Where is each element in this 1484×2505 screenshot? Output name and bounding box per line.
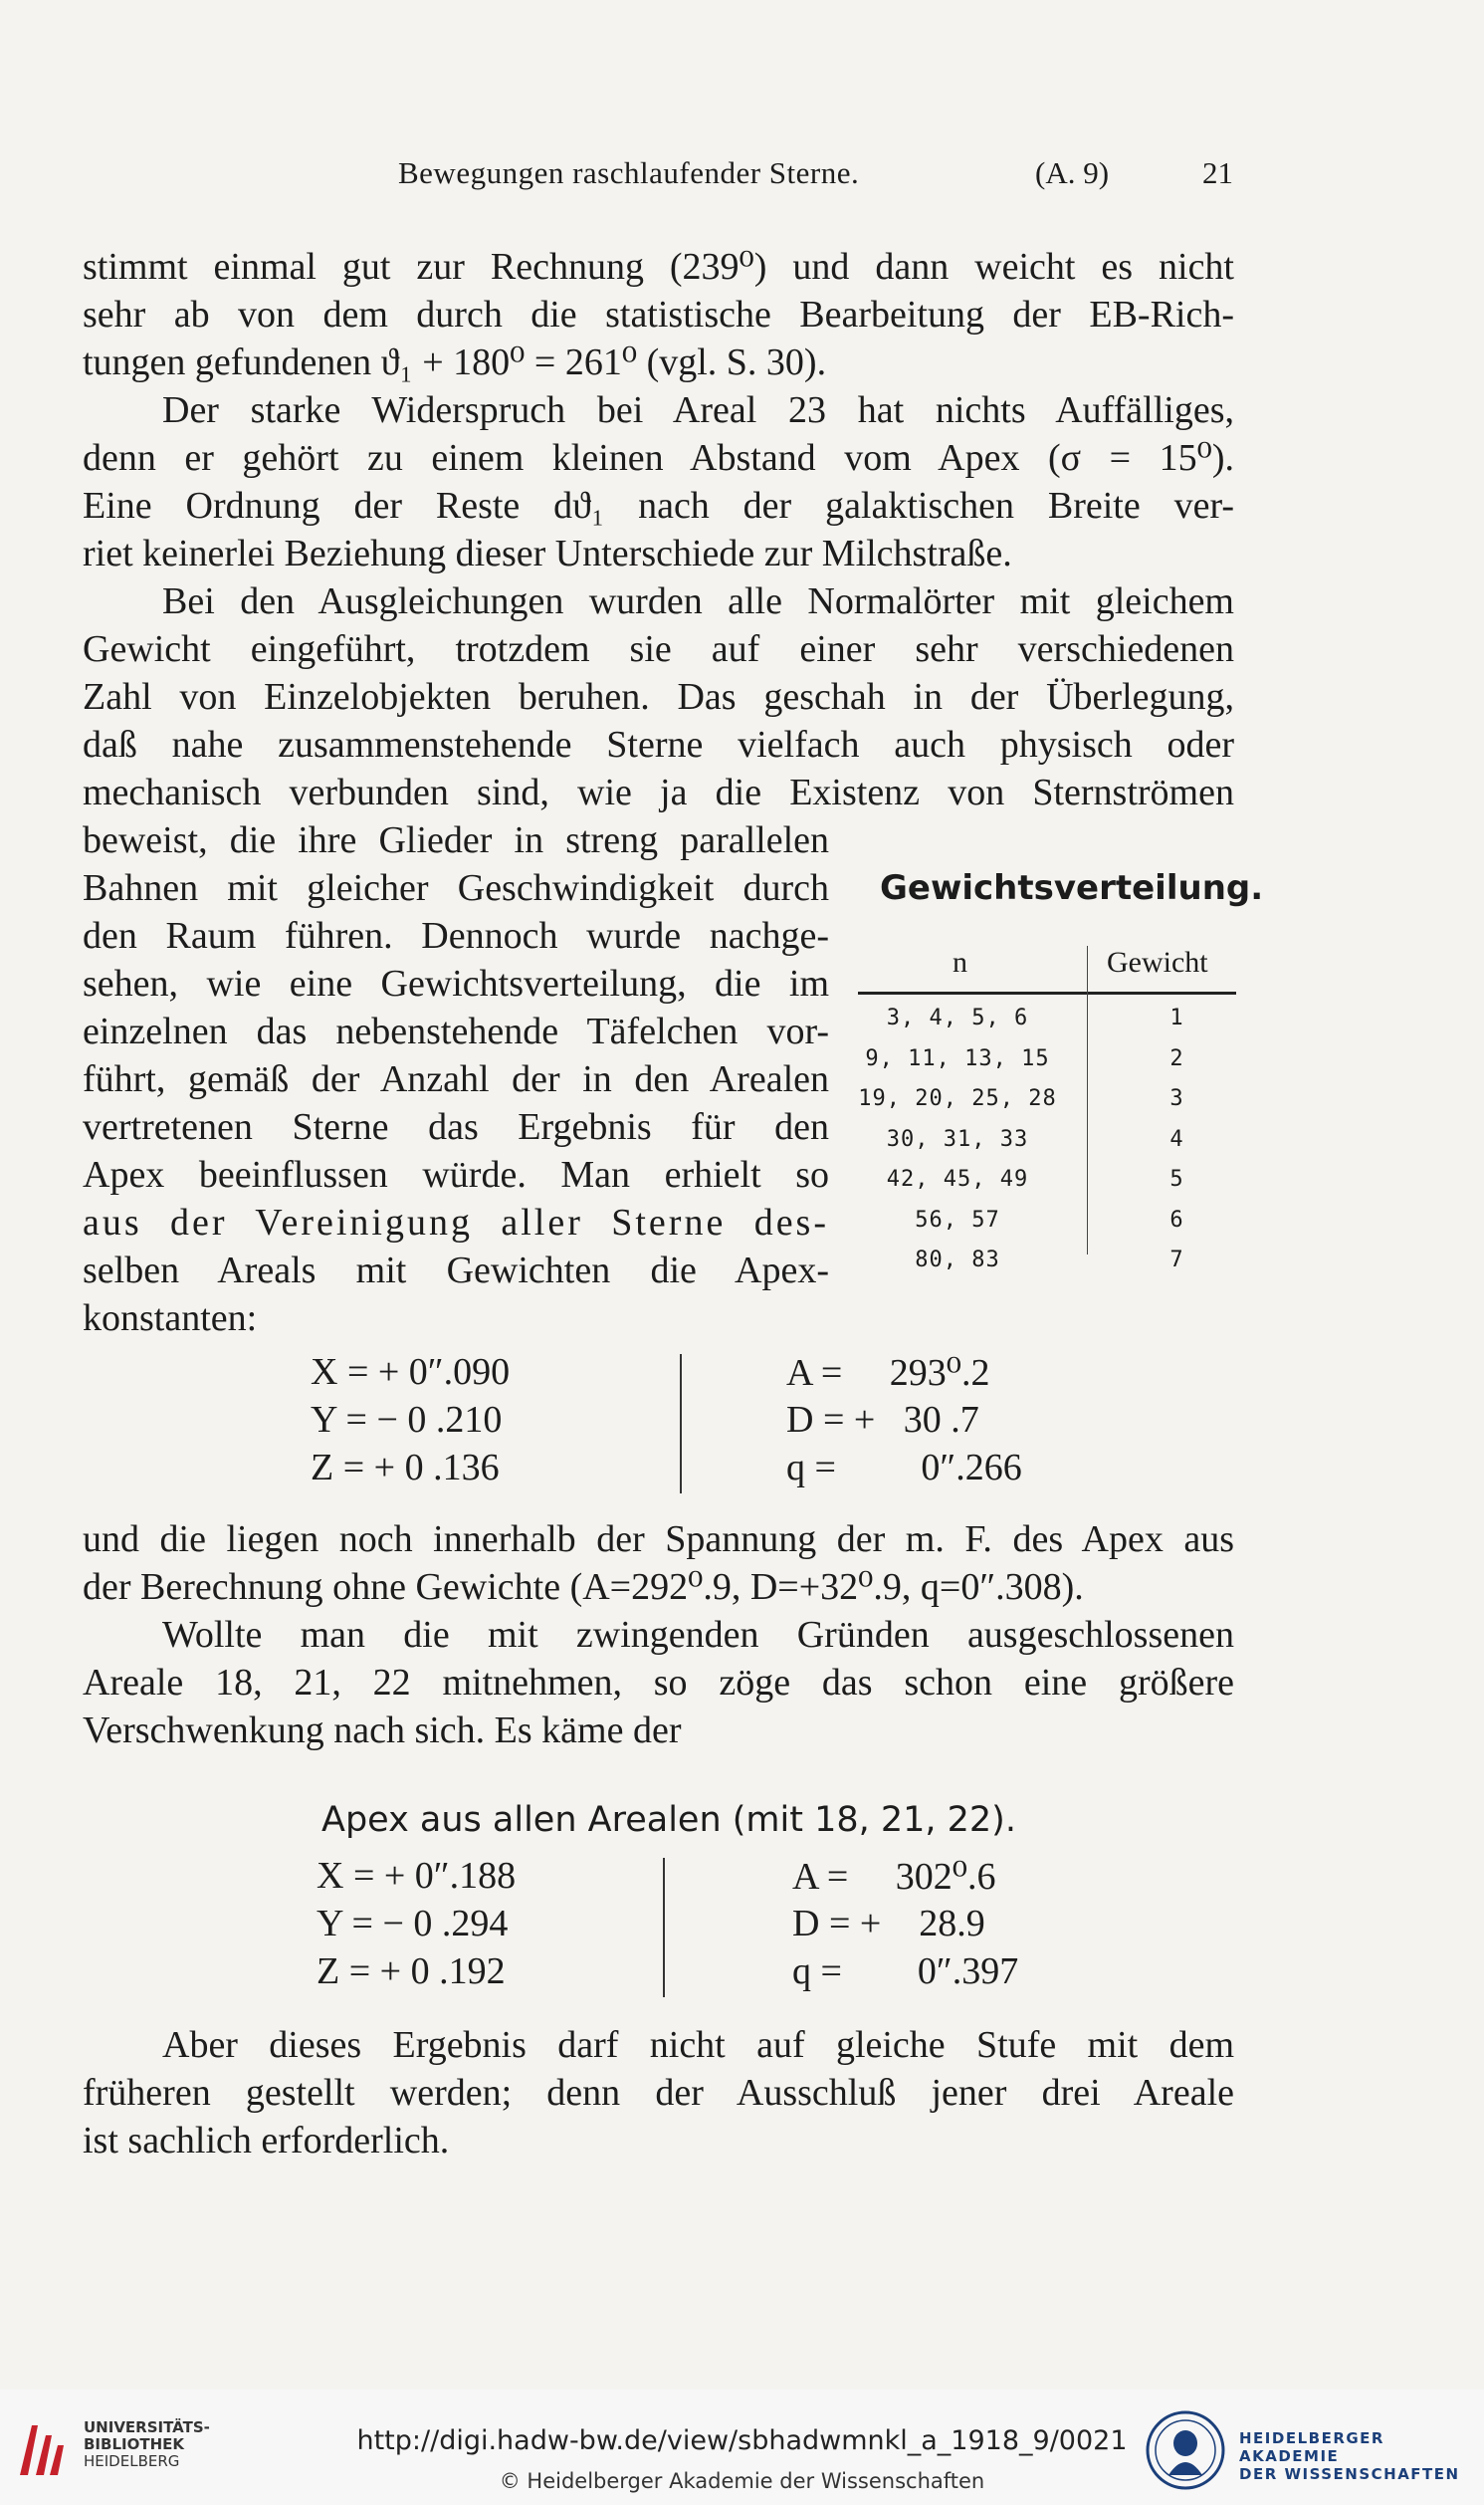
text-line: sehr ab von dem durch die statistische Bearbeitung der EB-Rich- xyxy=(83,294,1234,336)
constant-x: X = + 0″.090 xyxy=(311,1351,511,1393)
page-number: 21 xyxy=(1202,155,1233,190)
text-line: und die liegen noch innerhalb der Spannung der m. F. des Apex aus xyxy=(83,1518,1234,1560)
paragraph-5 xyxy=(83,1611,1234,1754)
table-row xyxy=(858,1119,1236,1160)
academy-name xyxy=(1239,2429,1484,2483)
table-row xyxy=(858,1159,1236,1200)
cell-weight: 4 xyxy=(1169,1126,1183,1152)
academy-line: DER WISSENSCHAFTEN xyxy=(1239,2465,1460,2483)
running-header xyxy=(0,149,1484,199)
constant-z: Z = + 0 .136 xyxy=(311,1447,500,1488)
col-header-n: n xyxy=(953,946,967,979)
text-line: Wollte man die mit zwingenden Gründen ausgeschlossenen xyxy=(162,1614,1234,1656)
cell-weight: 6 xyxy=(1169,1207,1183,1233)
table-row xyxy=(858,998,1236,1038)
apex-d: D = + 28.9 xyxy=(792,1903,985,1944)
apex-a: A = 293⁰.2 xyxy=(786,1352,990,1394)
text-line: Bahnen mit gleicher Geschwindigkeit durch xyxy=(83,867,829,909)
cell-n: 42, 45, 49 xyxy=(886,1167,1029,1192)
weights-table-title: Gewichtsverteilung. xyxy=(880,868,1264,908)
text-line: Gewicht eingeführt, trotzdem sie auf einer sehr verschiedenen xyxy=(83,628,1234,670)
table-row xyxy=(858,1038,1236,1079)
constants-divider xyxy=(663,1858,665,1997)
cell-n: 9, 11, 13, 15 xyxy=(865,1045,1050,1071)
text-line: vertretenen Sterne das Ergebnis für den xyxy=(83,1106,829,1148)
text-line: daß nahe zusammenstehende Sterne vielfach auch physisch oder xyxy=(83,724,1234,766)
text-line: riet keinerlei Beziehung dieser Unterschiede zur Milchstraße. xyxy=(83,533,1012,574)
paragraph-3 xyxy=(83,577,1234,816)
text-line: der Berechnung ohne Gewichte (A=292⁰.9, D=+32⁰.9, q=0″.308). xyxy=(83,1566,1084,1608)
text-line: sehen, wie eine Gewichtsverteilung, die im xyxy=(83,963,829,1005)
text-line: Verschwenkung nach sich. Es käme der xyxy=(83,1709,682,1751)
library-line: HEIDELBERG xyxy=(84,2452,180,2470)
constant-z: Z = + 0 .192 xyxy=(317,1950,506,1992)
cell-weight: 7 xyxy=(1169,1248,1183,1272)
table-row xyxy=(858,1078,1236,1119)
text-line: Eine Ordnung der Reste dϑ₁ nach der galaktischen Breite ver- xyxy=(83,485,1234,527)
table-row xyxy=(858,1240,1236,1280)
cell-n: 3, 4, 5, 6 xyxy=(886,1006,1029,1030)
text-line: aus der Vereinigung aller Sterne des- xyxy=(83,1202,829,1244)
text-line: mechanisch verbunden sind, wie ja die Existenz von Sternströmen xyxy=(83,772,1234,813)
library-line: UNIVERSITÄTS- xyxy=(84,2418,210,2436)
paragraph-2 xyxy=(83,386,1234,577)
text-line: Bei den Ausgleichungen wurden alle Normalörter mit gleichem xyxy=(162,580,1234,622)
weights-table-header xyxy=(858,926,1236,992)
constant-y: Y = − 0 .210 xyxy=(311,1399,503,1441)
academy-line: HEIDELBERGER AKADEMIE xyxy=(1239,2429,1384,2465)
cell-weight: 2 xyxy=(1169,1045,1183,1071)
table-row xyxy=(858,1200,1236,1241)
cell-weight: 3 xyxy=(1169,1086,1183,1111)
text-line: Aber dieses Ergebnis darf nicht auf gleiche Stufe mit dem xyxy=(162,2024,1234,2066)
section-ref: (A. 9) xyxy=(1035,155,1110,190)
paragraph-6 xyxy=(83,2021,1234,2164)
text-line: den Raum führen. Dennoch wurde nachge- xyxy=(83,915,829,957)
academy-seal-icon xyxy=(1145,2409,1226,2491)
text-line: denn er gehört zu einem kleinen Abstand vom Apex (σ = 15⁰). xyxy=(83,437,1234,479)
weights-table xyxy=(858,926,1236,1280)
cell-n: 19, 20, 25, 28 xyxy=(858,1086,1057,1111)
paragraph-1 xyxy=(83,243,1234,386)
text-line: selben Areals mit Gewichten die Apex- xyxy=(83,1250,829,1291)
source-url[interactable]: http://digi.hadw-bw.de/view/sbhadwmnkl_a_1918_9/0021 xyxy=(356,2425,1128,2456)
constant-y: Y = − 0 .294 xyxy=(317,1903,509,1944)
apex-constants-weighted xyxy=(0,1350,1484,1499)
viewer-footer xyxy=(0,2390,1484,2505)
text-line: konstanten: xyxy=(83,1297,258,1339)
text-line: stimmt einmal gut zur Rechnung (239⁰) und dann weicht es nicht xyxy=(83,246,1234,288)
text-line: Der starke Widerspruch bei Areal 23 hat nichts Auffälliges, xyxy=(162,389,1234,431)
text-line: Areale 18, 21, 22 mitnehmen, so zöge das schon eine größere xyxy=(83,1662,1234,1704)
apex-a: A = 302⁰.6 xyxy=(792,1856,996,1898)
apex-d: D = + 30 .7 xyxy=(786,1399,979,1441)
paragraph-3-narrow xyxy=(83,816,829,1342)
constant-x: X = + 0″.188 xyxy=(317,1855,517,1897)
cell-n: 56, 57 xyxy=(915,1207,1000,1233)
text-line: beweist, die ihre Glieder in streng parallelen xyxy=(83,819,829,861)
apex-constants-all-areas xyxy=(0,1854,1484,2003)
text-line: Zahl von Einzelobjekten beruhen. Das geschah in der Überlegung, xyxy=(83,676,1234,718)
text-line: ist sachlich erforderlich. xyxy=(83,2120,450,2162)
cell-n: 80, 83 xyxy=(915,1248,1000,1272)
running-title: Bewegungen raschlaufender Sterne. xyxy=(398,155,860,190)
text-line: führt, gemäß der Anzahl der in den Arealen xyxy=(83,1058,829,1100)
text-line: einzelnen das nebenstehende Täfelchen vor- xyxy=(83,1011,829,1052)
cell-weight: 1 xyxy=(1169,1006,1183,1030)
col-header-gewicht: Gewicht xyxy=(1107,946,1208,979)
library-line: BIBLIOTHEK xyxy=(84,2435,184,2453)
text-line: Apex beeinflussen würde. Man erhielt so xyxy=(83,1154,829,1196)
cell-weight: 5 xyxy=(1169,1167,1183,1192)
apex-q: q = 0″.397 xyxy=(792,1950,1019,1992)
cell-n: 30, 31, 33 xyxy=(886,1126,1029,1152)
copyright-notice: © Heidelberger Akademie der Wissenschaften xyxy=(499,2469,985,2493)
apex-all-areas-title: Apex aus allen Arealen (mit 18, 21, 22). xyxy=(321,1800,1016,1840)
paragraph-4 xyxy=(83,1515,1234,1611)
text-line: tungen gefundenen ϑ₁ + 180⁰ = 261⁰ (vgl. S. 30). xyxy=(83,342,827,383)
header-rule xyxy=(858,992,1236,995)
constants-divider xyxy=(680,1354,682,1493)
text-line: früheren gestellt werden; denn der Ausschluß jener drei Areale xyxy=(83,2072,1234,2114)
apex-q: q = 0″.266 xyxy=(786,1447,1022,1488)
